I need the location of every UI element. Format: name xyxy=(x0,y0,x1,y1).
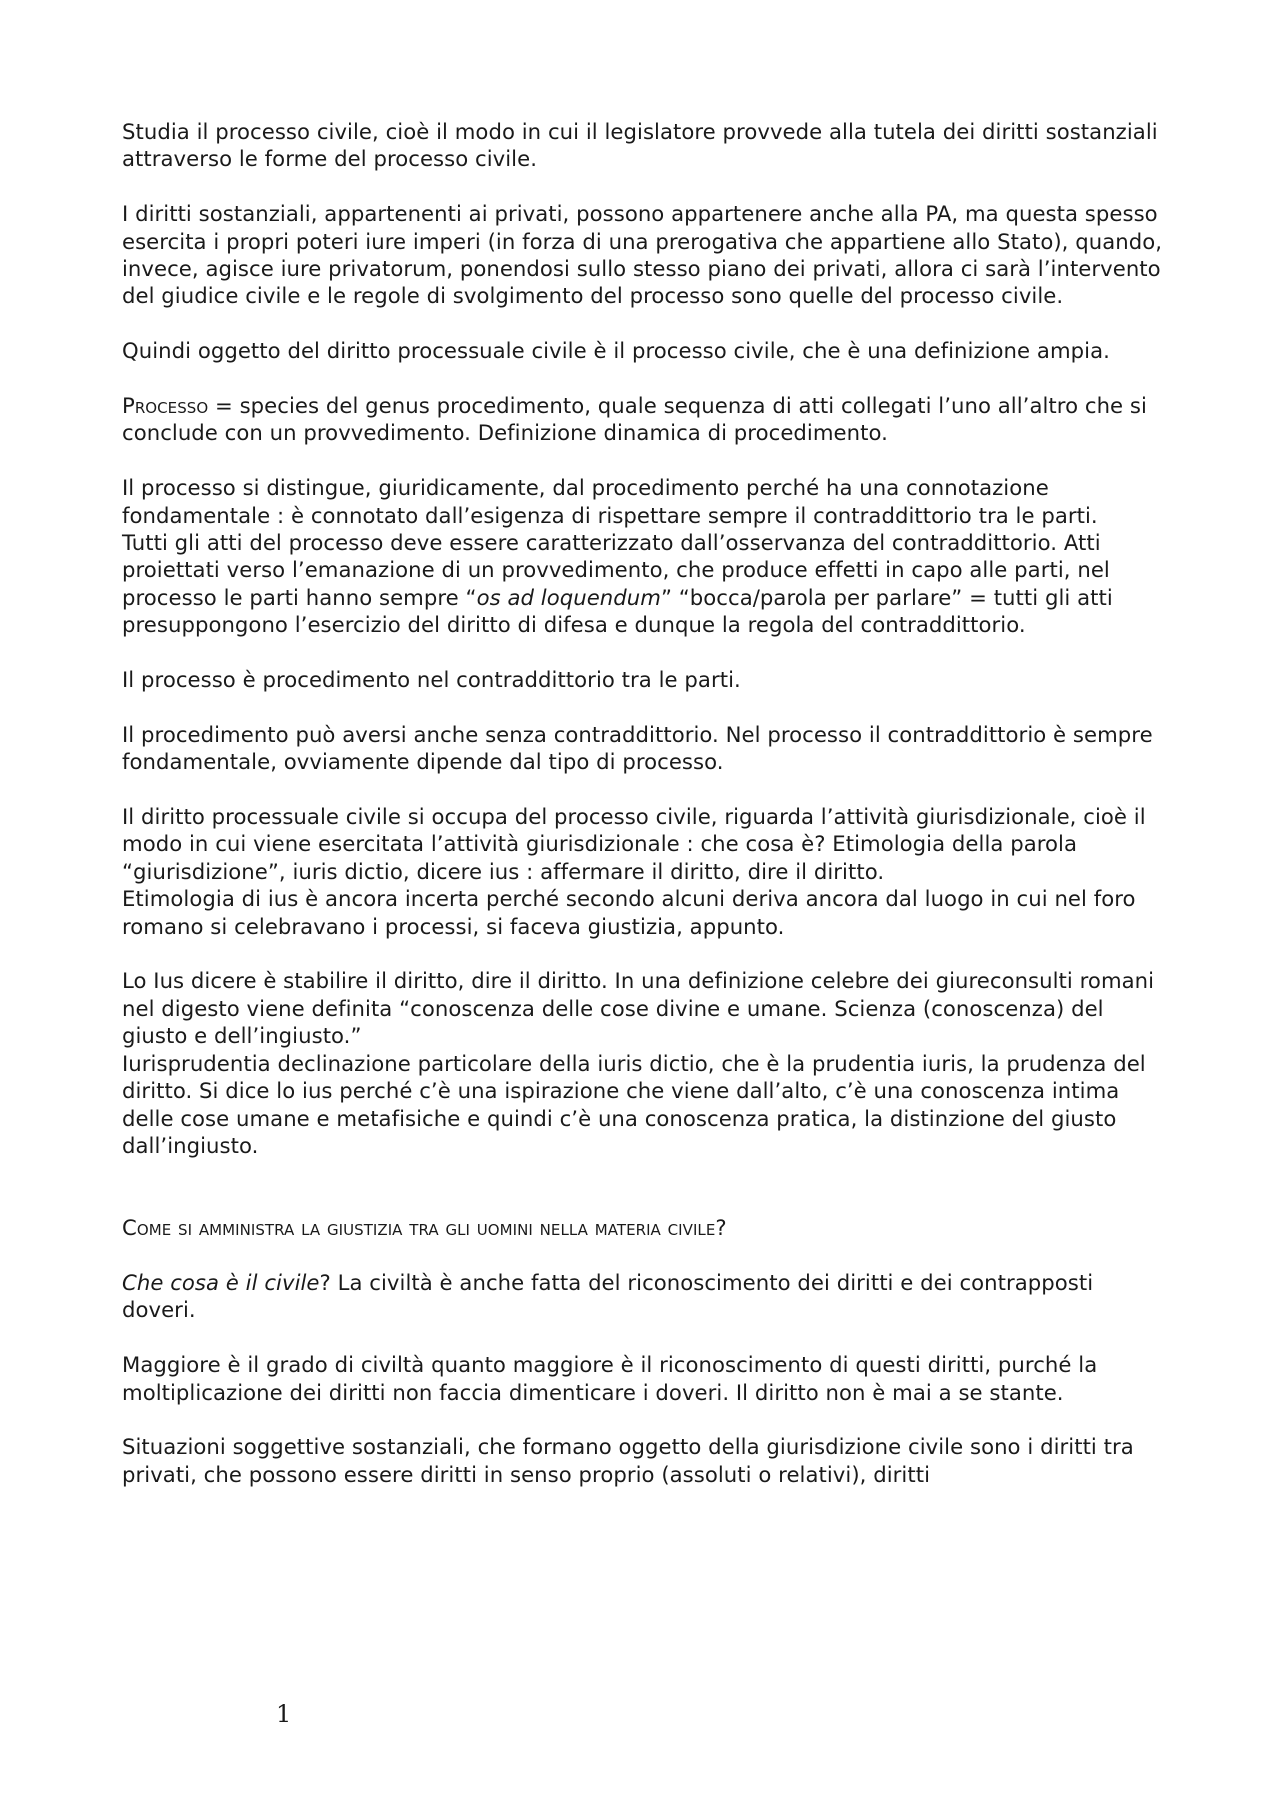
term-processo: Processo xyxy=(122,393,209,419)
paragraph-civilta: Maggiore è il grado di civiltà quanto maggiore è il riconoscimento di questi diritti, purché la moltiplicazione dei diritti non faccia dimenticare i doveri. Il diritto non è mai a se stante. xyxy=(122,1352,1098,1405)
paragraph-situazioni-soggettive: Situazioni soggettive sostanziali, che formano oggetto della giurisdizione civile sono i diritti tra privati, che possono essere diritti in senso proprio (assoluti o relativi), diritti xyxy=(122,1434,1134,1487)
atti-text-b: ” “bocca/parola per parlare” = tutti gli atti presuppongono l’esercizio del diritto di difesa e dunque la regola del contraddittorio. xyxy=(122,584,1113,638)
paragraph-processo-definition xyxy=(122,392,1172,447)
spacer xyxy=(122,1187,1172,1214)
civile-text: ? La civiltà è anche fatta del riconoscimento dei diritti e dei contrapposti doveri. xyxy=(122,1269,1094,1323)
paragraph-giurisdizione: Il diritto processuale civile si occupa del processo civile, riguarda l’attività giurisdizionale, cioè il modo in cui viene esercitata l’attività giurisdizionale : che cosa è? Etimologia della parola “giurisdizione”, iuris dictio, dicere ius : affermare il diritto, dire il diritto. xyxy=(122,804,1146,884)
paragraph-senza-contraddittorio: Il procedimento può aversi anche senza contraddittorio. Nel processo il contraddittorio è sempre fondamentale, ovviamente dipende dal tipo di processo. xyxy=(122,721,1153,775)
paragraph-etimologia-ius: Etimologia di ius è ancora incerta perché secondo alcuni deriva ancora dal luogo in cui nel foro romano si celebravano i processi, si faceva giustizia, appunto. xyxy=(122,886,1136,939)
processo-definition-text: = species del genus procedimento, quale sequenza di atti collegati l’uno all’altro che si conclude con un provvedimento. Definizione dinamica di procedimento. xyxy=(122,393,1147,446)
paragraph-iurisprudentia: Iurisprudentia declinazione particolare della iuris dictio, che è la prudentia iuris, la prudenza del diritto. Si dice lo ius perché c’è una ispirazione che viene dall’alto, c’è una conoscenza intima delle cose umane e metafisiche e quindi c’è una conoscenza pratica, la distinzione del giusto dall’ingiusto. xyxy=(122,1050,1146,1158)
paragraph-oggetto: Quindi oggetto del diritto processuale civile è il processo civile, che è una definizione ampia. xyxy=(122,338,1110,364)
latin-os-ad-loquendum: os ad loquendum xyxy=(476,584,661,610)
page-number: 1 xyxy=(276,1700,292,1728)
paragraph-ius-dicere: Lo Ius dicere è stabilire il diritto, dire il diritto. In una definizione celebre dei giureconsulti romani nel digesto viene definita “conoscenza delle cose divine e umane. Scienza (conoscenza) del giusto e dell’ingiusto.” xyxy=(122,968,1155,1049)
paragraph-procedimento-contraddittorio: Il processo è procedimento nel contraddittorio tra le parti. xyxy=(122,667,741,693)
document-page xyxy=(122,118,1172,1488)
atti-text-a: Tutti gli atti del processo deve essere caratterizzato dall’osservanza del contraddittorio. Atti proiettati verso l’emanazione di un provvedimento, che produce effetti in capo alle parti, nel processo le parti hanno sempre “ xyxy=(122,530,1110,610)
section-heading: Come si amministra la giustizia tra gli uomini nella materia civile? xyxy=(122,1215,727,1241)
paragraph-diritti-sostanziali: I diritti sostanziali, appartenenti ai privati, possono appartenere anche alla PA, ma questa spesso esercita i propri poteri iure imperi (in forza di una prerogativa che appartiene allo Stato), quando, invece, agisce iure privatorum, ponendosi sullo stesso piano dei privati, allora ci sarà l’intervento del giudice civile e le regole di svolgimento del processo sono quelle del processo civile. xyxy=(122,201,1163,309)
civile-question: Che cosa è il civile xyxy=(122,1269,320,1295)
paragraph-processo-distingue: Il processo si distingue, giuridicamente, dal procedimento perché ha una connotazione fondamentale : è connotato dall’esigenza di rispettare sempre il contraddittorio tra le parti. xyxy=(122,475,1098,528)
paragraph-civile xyxy=(122,1269,1172,1324)
paragraph-atti-processo xyxy=(122,529,1172,639)
paragraph-intro: Studia il processo civile, cioè il modo in cui il legislatore provvede alla tutela dei diritti sostanziali attraverso le forme del processo civile. xyxy=(122,119,1158,172)
